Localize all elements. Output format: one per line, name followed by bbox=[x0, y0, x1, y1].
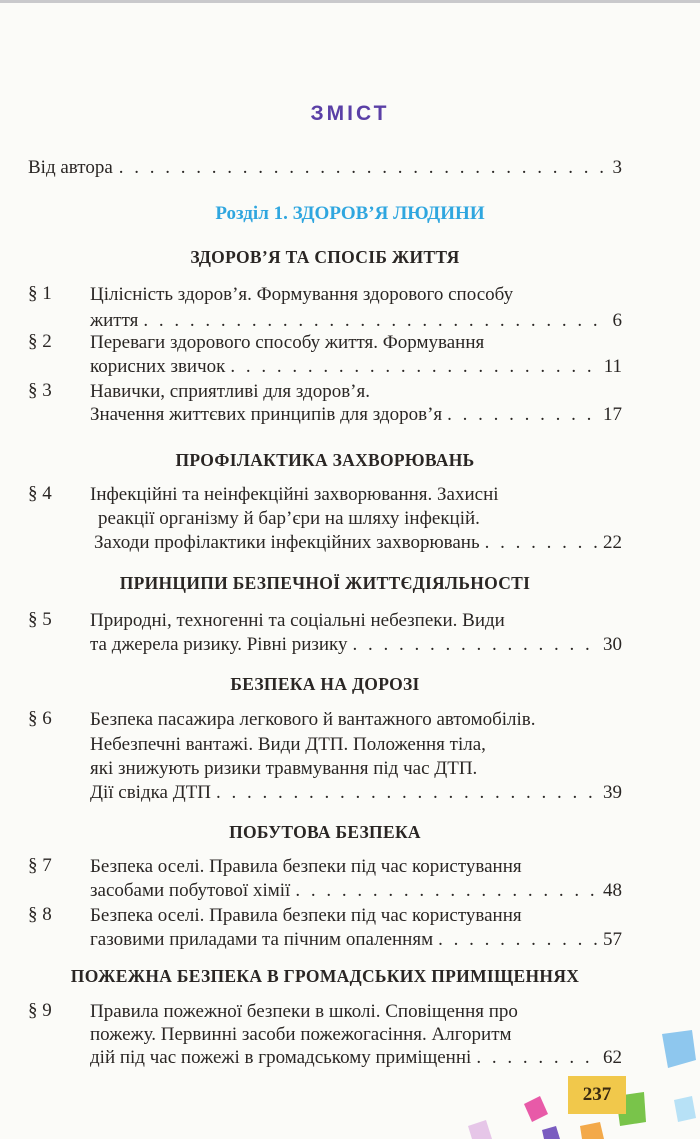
toc-page: 48 bbox=[603, 880, 622, 901]
toc-page: 11 bbox=[603, 356, 622, 377]
subsection-heading: ПРОФІЛАКТИКА ЗАХВОРЮВАНЬ bbox=[175, 450, 475, 470]
entry-last-line bbox=[90, 309, 622, 332]
paragraph-number: § 1 bbox=[28, 283, 52, 304]
entry-last-line bbox=[90, 879, 622, 902]
subsection-heading: ЗДОРОВ’Я ТА СПОСІБ ЖИТТЯ bbox=[190, 247, 460, 267]
paragraph-number: § 5 bbox=[28, 609, 52, 630]
toc-page: 30 bbox=[603, 634, 622, 655]
confetti-piece bbox=[524, 1096, 548, 1122]
paragraph-number: § 9 bbox=[28, 1000, 52, 1021]
page-title: ЗМІСТ bbox=[310, 102, 390, 125]
confetti-piece bbox=[468, 1120, 492, 1139]
toc-page: 62 bbox=[603, 1047, 622, 1068]
paragraph-number: § 6 bbox=[28, 708, 52, 729]
leader-dots bbox=[485, 531, 598, 554]
entry-line: Значення життєвих принципів для здоров’я bbox=[90, 404, 443, 425]
entry-line: пожежу. Первинні засоби пожежогасіння. Алгоритм bbox=[90, 1024, 512, 1045]
entry-last-line bbox=[90, 781, 622, 804]
entry-line: засобами побутової хімії bbox=[90, 880, 291, 901]
entry-line: Безпека оселі. Правила безпеки під час користування bbox=[90, 856, 522, 877]
leader-dots bbox=[295, 879, 598, 902]
confetti-piece bbox=[580, 1122, 604, 1139]
toc-page: 3 bbox=[612, 157, 622, 178]
entry-line: дій під час пожежі в громадському приміщенні bbox=[90, 1047, 472, 1068]
entry-line: Безпека оселі. Правила безпеки під час користування bbox=[90, 905, 522, 926]
paragraph-number: § 3 bbox=[28, 380, 52, 401]
entry-line: Небезпечні вантажі. Види ДТП. Положення тіла, bbox=[90, 734, 486, 755]
entry-line: Безпека пасажира легкового й вантажного автомобілів. bbox=[90, 709, 536, 730]
entry-line: Цілісність здоров’я. Формування здорового способу bbox=[90, 284, 514, 305]
paragraph-number: § 2 bbox=[28, 331, 52, 352]
paragraph-number: § 7 bbox=[28, 855, 52, 876]
entry-line: Природні, техногенні та соціальні небезпеки. Види bbox=[90, 610, 505, 631]
leader-dots bbox=[438, 928, 598, 951]
top-border bbox=[0, 0, 700, 3]
entry-line: Навички, сприятливі для здоров’я. bbox=[90, 381, 370, 402]
decorative-confetti bbox=[430, 1030, 700, 1139]
paragraph-number: § 4 bbox=[28, 483, 52, 504]
confetti-piece bbox=[674, 1096, 696, 1122]
subsection-heading: ПОБУТОВА БЕЗПЕКА bbox=[229, 822, 421, 842]
entry-line: Переваги здорового способу життя. Формування bbox=[90, 332, 485, 353]
entry-line: та джерела ризику. Рівні ризику bbox=[90, 634, 348, 655]
entry-last-line bbox=[90, 403, 622, 426]
paragraph-number: § 8 bbox=[28, 904, 52, 925]
leader-dots bbox=[119, 156, 607, 179]
entry-line: газовими приладами та пічним опаленням bbox=[90, 929, 434, 950]
leader-dots bbox=[216, 781, 598, 804]
subsection-heading: БЕЗПЕКА НА ДОРОЗІ bbox=[230, 674, 420, 694]
page-number: 237 bbox=[568, 1076, 626, 1114]
toc-page: 22 bbox=[603, 532, 622, 553]
entry-line: Заходи профілактики інфекційних захворювань bbox=[94, 532, 480, 553]
entry-last-line bbox=[90, 633, 622, 656]
entry-line: корисних звичок bbox=[90, 356, 226, 377]
leader-dots bbox=[143, 309, 607, 332]
entry-line: життя bbox=[90, 310, 139, 331]
entry-last-line bbox=[90, 355, 622, 378]
toc-page: 57 bbox=[603, 929, 622, 950]
toc-page: 17 bbox=[603, 404, 622, 425]
leader-dots bbox=[353, 633, 598, 656]
entry-line: Правила пожежної безпеки в школі. Сповіщення про bbox=[90, 1001, 518, 1022]
subsection-heading: ПРИНЦИПИ БЕЗПЕЧНОЇ ЖИТТЄДІЯЛЬНОСТІ bbox=[119, 573, 531, 593]
entry-line: реакції організму й бар’єри на шляху інфекцій. bbox=[98, 508, 480, 529]
toc-page: 39 bbox=[603, 782, 622, 803]
toc-row-author[interactable] bbox=[28, 156, 622, 179]
toc-label: Від автора bbox=[28, 157, 113, 178]
confetti-piece bbox=[542, 1126, 560, 1139]
leader-dots bbox=[447, 403, 598, 426]
entry-line: Інфекційні та неінфекційні захворювання. Захисні bbox=[90, 484, 499, 505]
confetti-piece bbox=[662, 1030, 696, 1068]
entry-last-line bbox=[94, 531, 622, 554]
leader-dots bbox=[230, 355, 598, 378]
section-title: Розділ 1. ЗДОРОВ’Я ЛЮДИНИ bbox=[215, 203, 485, 224]
toc-page: 6 bbox=[612, 310, 622, 331]
entry-line: Дії свідка ДТП bbox=[90, 782, 212, 803]
entry-last-line bbox=[90, 928, 622, 951]
subsection-heading: ПОЖЕЖНА БЕЗПЕКА В ГРОМАДСЬКИХ ПРИМІЩЕННЯХ bbox=[70, 966, 580, 986]
entry-line: які знижують ризики травмування під час ДТП. bbox=[90, 758, 478, 779]
